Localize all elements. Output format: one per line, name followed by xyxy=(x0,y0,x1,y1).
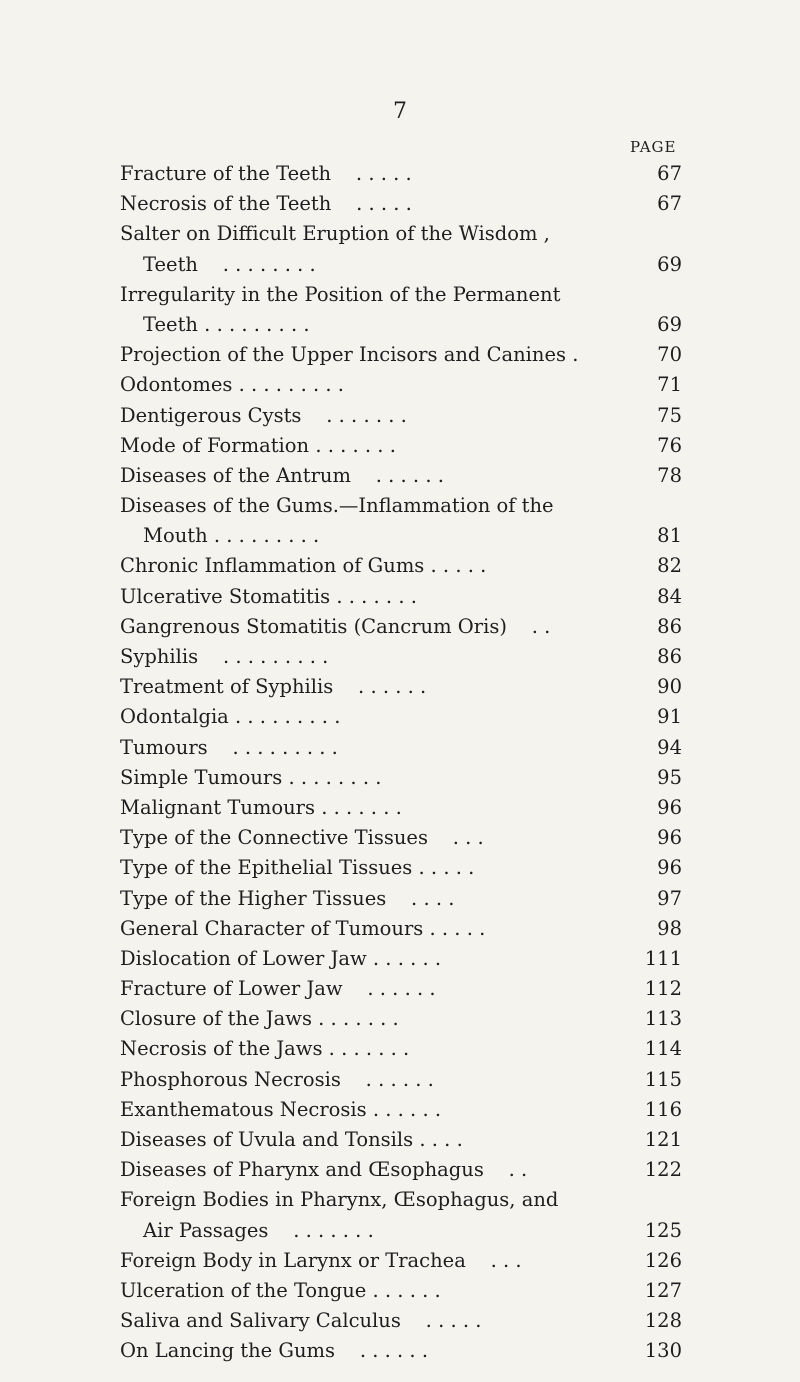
entry-title: Diseases of Uvula and Tonsils . . . . xyxy=(120,1128,463,1151)
entry-page: 115 xyxy=(644,1067,682,1091)
dot-leader: . . . . . . . xyxy=(318,1007,399,1031)
toc-entry xyxy=(120,1306,682,1336)
toc-entry xyxy=(120,491,682,521)
entry-page: 90 xyxy=(657,675,682,699)
toc-entry xyxy=(120,793,682,823)
entry-page: 122 xyxy=(644,1158,682,1182)
toc-entry xyxy=(120,1185,682,1215)
dot-leader: . . . . . . xyxy=(372,1097,442,1121)
entry-page: 114 xyxy=(644,1037,682,1061)
entry-title: General Character of Tumours . . . . . xyxy=(120,916,486,940)
toc-entry xyxy=(120,219,682,249)
table-of-contents xyxy=(120,159,682,1367)
entry-title: Odontalgia . . . . . . . . . xyxy=(120,705,341,729)
dot-leader: . . . . . . xyxy=(375,463,444,487)
toc-entry xyxy=(120,582,682,612)
toc-entry xyxy=(120,461,682,491)
dot-leader: . . . . . . . xyxy=(315,433,396,457)
entry-page: 96 xyxy=(657,795,682,819)
dot-leader: . . . . . . xyxy=(372,946,442,970)
entry-page: 78 xyxy=(657,463,682,487)
toc-entry xyxy=(120,340,682,370)
dot-leader: . . . . . xyxy=(430,554,487,578)
dot-leader: . . . . . xyxy=(429,916,486,940)
dot-leader: . . . . . xyxy=(425,1309,482,1333)
entry-title: On Lancing the Gums . . . . . . xyxy=(120,1339,429,1363)
entry-page: 94 xyxy=(657,735,682,759)
dot-leader: . . . . . xyxy=(355,162,412,185)
toc-entry xyxy=(120,612,682,642)
toc-entry xyxy=(120,944,682,974)
entry-page: 75 xyxy=(657,403,682,427)
entry-title: Phosphorous Necrosis . . . . . . xyxy=(120,1067,434,1091)
toc-entry xyxy=(120,521,682,551)
dot-leader: . . . . . . . . xyxy=(288,765,382,789)
dot-leader: . . . . . . . . . xyxy=(222,645,329,668)
toc-entry xyxy=(120,702,682,732)
entry-page: 97 xyxy=(657,886,682,910)
entry-title: Tumours . . . . . . . . . xyxy=(120,735,338,759)
dot-leader: . . . . xyxy=(411,886,455,910)
toc-entry xyxy=(120,1216,682,1246)
dot-leader: . . . . . . . . . xyxy=(232,735,338,759)
toc-entry xyxy=(120,1125,682,1155)
toc-entry xyxy=(120,823,682,853)
dot-leader: . . . . . xyxy=(418,856,475,880)
toc-entry xyxy=(120,672,682,702)
entry-title: Syphilis . . . . . . . . . xyxy=(120,645,329,668)
entry-title: Necrosis of the Teeth . . . . . xyxy=(120,192,412,216)
entry-title: Teeth . . . . . . . . xyxy=(143,252,316,276)
page-column-header: PAGE xyxy=(630,138,677,156)
toc-entry xyxy=(120,642,682,672)
entry-title: Foreign Body in Larynx or Trachea . . . xyxy=(120,1248,522,1272)
entry-page: 69 xyxy=(657,312,682,336)
dot-leader: . . . . . . xyxy=(367,977,436,1001)
entry-page: 84 xyxy=(657,584,682,608)
dot-leader: . . . . . xyxy=(356,192,412,216)
toc-entry xyxy=(120,159,682,189)
entry-page: 91 xyxy=(657,705,682,729)
entry-title: Projection of the Upper Incisors and Canines . xyxy=(120,343,579,367)
entry-page: 116 xyxy=(644,1097,682,1121)
toc-entry xyxy=(120,1155,682,1185)
entry-title: Saliva and Salivary Calculus . . . . . xyxy=(120,1309,482,1333)
entry-title: Chronic Inflammation of Gums . . . . . xyxy=(120,554,487,578)
entry-title: Salter on Difficult Eruption of the Wisdom , xyxy=(120,222,550,246)
entry-title: Diseases of the Gums.—Inflammation of the xyxy=(120,494,554,518)
toc-entry xyxy=(120,1336,682,1366)
entry-page: 128 xyxy=(644,1309,682,1333)
entry-page: 86 xyxy=(657,645,682,668)
dot-leader: . . xyxy=(508,1158,528,1182)
toc-entry xyxy=(120,914,682,944)
toc-entry xyxy=(120,1034,682,1064)
entry-page: 96 xyxy=(657,856,682,880)
entry-title: Type of the Connective Tissues . . . xyxy=(120,826,484,850)
dot-leader: . . . . . . . xyxy=(293,1218,374,1242)
entry-page: 70 xyxy=(657,343,682,367)
entry-page: 69 xyxy=(657,252,682,276)
dot-leader: . . . . . . . xyxy=(328,1037,410,1061)
dot-leader: . . . xyxy=(490,1248,522,1272)
toc-entry xyxy=(120,401,682,431)
entry-title: Necrosis of the Jaws . . . . . . . xyxy=(120,1037,410,1061)
toc-entry xyxy=(120,310,682,340)
entry-page: 126 xyxy=(644,1248,682,1272)
toc-entry xyxy=(120,1246,682,1276)
entry-title: Fracture of the Teeth . . . . . xyxy=(120,162,412,185)
dot-leader: . . . . . . . xyxy=(326,403,407,427)
entry-title: Closure of the Jaws . . . . . . . xyxy=(120,1007,399,1031)
entry-title: Treatment of Syphilis . . . . . . xyxy=(120,675,427,699)
toc-entry xyxy=(120,431,682,461)
entry-title: Type of the Epithelial Tissues . . . . . xyxy=(120,856,475,880)
dot-leader: . . . . xyxy=(419,1128,463,1151)
toc-entry xyxy=(120,763,682,793)
entry-title: Gangrenous Stomatitis (Cancrum Oris) . . xyxy=(120,614,551,638)
entry-page: 82 xyxy=(657,554,682,578)
entry-title: Air Passages . . . . . . . xyxy=(143,1218,374,1242)
dot-leader: . . . . . . . . . xyxy=(235,705,341,729)
toc-entry xyxy=(120,733,682,763)
entry-page: 96 xyxy=(657,826,682,850)
entry-page: 71 xyxy=(657,373,682,397)
entry-page: 121 xyxy=(644,1128,682,1151)
entry-title: Type of the Higher Tissues . . . . xyxy=(120,886,455,910)
entry-page: 98 xyxy=(657,916,682,940)
dot-leader: . . . . . . xyxy=(372,1278,441,1302)
dot-leader: . . . . . . . . . xyxy=(238,373,344,397)
toc-entry xyxy=(120,551,682,581)
entry-title: Malignant Tumours . . . . . . . xyxy=(120,795,402,819)
entry-page: 67 xyxy=(657,192,682,216)
entry-page: 67 xyxy=(657,162,682,185)
dot-leader: . . . . . . . . . xyxy=(213,524,320,548)
entry-page: 112 xyxy=(644,977,682,1001)
entry-title: Fracture of Lower Jaw . . . . . . xyxy=(120,977,436,1001)
toc-entry xyxy=(120,1004,682,1034)
entry-page: 127 xyxy=(644,1278,682,1302)
entry-page: 86 xyxy=(657,614,682,638)
toc-entry xyxy=(120,189,682,219)
dot-leader: . . . . . . xyxy=(358,675,427,699)
toc-entry xyxy=(120,370,682,400)
entry-title: Dentigerous Cysts . . . . . . . xyxy=(120,403,407,427)
entry-title: Irregularity in the Position of the Permanent xyxy=(120,282,561,306)
entry-title: Foreign Bodies in Pharynx, Œsophagus, and xyxy=(120,1188,559,1212)
dot-leader: , xyxy=(543,222,550,246)
entry-title: Ulceration of the Tongue . . . . . . xyxy=(120,1278,441,1302)
dot-leader: . . . . . . xyxy=(365,1067,434,1091)
dot-leader: . . . . . . xyxy=(359,1339,429,1363)
entry-page: 113 xyxy=(644,1007,682,1031)
entry-title: Diseases of Pharynx and Œsophagus . . xyxy=(120,1158,528,1182)
entry-title: Ulcerative Stomatitis . . . . . . . xyxy=(120,584,417,608)
entry-page: 130 xyxy=(644,1339,682,1363)
dot-leader: . xyxy=(572,343,579,367)
entry-page: 111 xyxy=(644,946,682,970)
toc-entry xyxy=(120,250,682,280)
toc-entry xyxy=(120,853,682,883)
entry-title: Exanthematous Necrosis . . . . . . xyxy=(120,1097,442,1121)
toc-entry xyxy=(120,884,682,914)
entry-title: Mouth . . . . . . . . . xyxy=(143,524,320,548)
dot-leader: . . . xyxy=(452,826,484,850)
entry-title: Diseases of the Antrum . . . . . . xyxy=(120,463,444,487)
entry-title: Odontomes . . . . . . . . . xyxy=(120,373,344,397)
toc-entry xyxy=(120,1065,682,1095)
entry-title: Simple Tumours . . . . . . . . xyxy=(120,765,382,789)
entry-page: 81 xyxy=(657,524,682,548)
toc-entry xyxy=(120,974,682,1004)
toc-entry xyxy=(120,1276,682,1306)
entry-title: Dislocation of Lower Jaw . . . . . . xyxy=(120,946,442,970)
dot-leader: . . . . . . . xyxy=(321,795,402,819)
dot-leader: . . . . . . . xyxy=(336,584,417,608)
page-number: 7 xyxy=(393,99,407,124)
entry-title: Mode of Formation . . . . . . . xyxy=(120,433,396,457)
dot-leader: . . . . . . . . . xyxy=(204,312,310,336)
entry-page: 95 xyxy=(657,765,682,789)
dot-leader: . . xyxy=(531,614,551,638)
toc-entry xyxy=(120,280,682,310)
entry-title: Teeth . . . . . . . . . xyxy=(143,312,310,336)
entry-page: 125 xyxy=(644,1218,682,1242)
toc-entry xyxy=(120,1095,682,1125)
dot-leader: . . . . . . . . xyxy=(222,252,316,276)
entry-page: 76 xyxy=(657,433,682,457)
